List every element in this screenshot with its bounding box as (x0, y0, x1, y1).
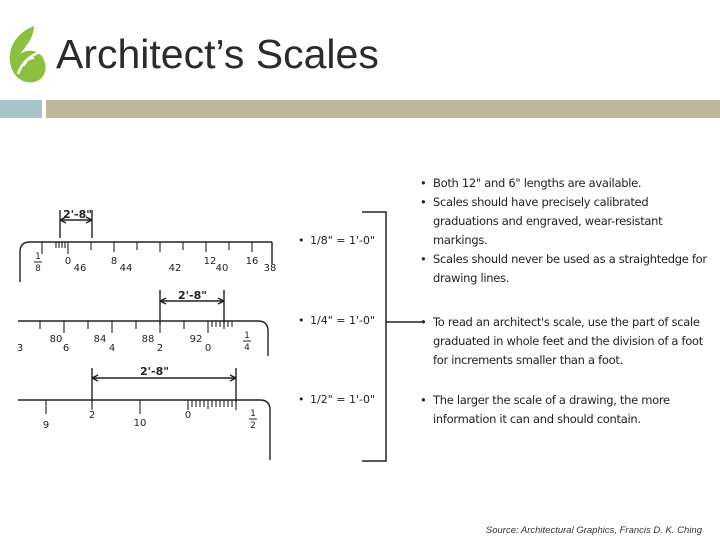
scale-half-number: 9 (42, 420, 50, 431)
scale-half-edge-fraction: 1 (250, 409, 256, 419)
scale-eighth-number: 0 (64, 256, 72, 267)
accent-bar-left (0, 100, 42, 118)
scale-quarter-number: 6 (62, 343, 70, 354)
scale-eighth-number: 42 (168, 263, 182, 274)
leaf-logo-icon (4, 22, 48, 88)
note-item: • Both 12" and 6" lengths are available. (420, 174, 710, 193)
notes-group-reading (420, 313, 710, 370)
scale-eighth-number: 44 (119, 263, 133, 274)
scale-eighth-number: 38 (263, 263, 277, 274)
scale-half (18, 368, 270, 460)
scale-half-ratio: 1/2" = 1'-0" (310, 393, 376, 406)
note-item: • To read an architect's scale, use the part of scale graduated in whole feet and the division of a foot for increments smaller than a foot. (420, 313, 710, 370)
svg-text:2: 2 (250, 421, 256, 431)
svg-text:•: • (298, 234, 305, 247)
scale-quarter-ratio: 1/4" = 1'-0" (310, 314, 376, 327)
scale-eighth-number: 12 (203, 256, 217, 267)
scale-half-dimension: 2'-8" (140, 365, 169, 378)
source-citation: Source: Architectural Graphics, Francis D. K. Ching (485, 525, 702, 536)
bracket (362, 212, 424, 461)
scale-eighth-number: 8 (110, 256, 118, 267)
note-item: • Scales should never be used as a straightedge for drawing lines. (420, 250, 710, 288)
note-item: • Scales should have precisely calibrated graduations and engraved, wear-resistant markings. (420, 193, 710, 250)
scale-quarter-number: 0 (204, 343, 212, 354)
scale-eighth-ratio: 1/8" = 1'-0" (310, 234, 376, 247)
scale-eighth-number: 46 (73, 263, 87, 274)
scale-quarter-number: 3 (16, 343, 24, 354)
scale-eighth (20, 210, 272, 282)
scale-quarter-number: 80 (49, 334, 63, 345)
svg-text:4: 4 (244, 343, 250, 353)
scale-quarter-number: 88 (141, 334, 155, 345)
scale-eighth-number: 16 (245, 256, 259, 267)
scale-quarter-number: 2 (156, 343, 164, 354)
svg-text:8: 8 (35, 264, 41, 274)
scale-half-number: 2 (88, 410, 96, 421)
scale-eighth-number: 40 (215, 263, 229, 274)
scale-quarter-edge-fraction: 1 (244, 331, 250, 341)
svg-text:•: • (298, 393, 305, 406)
svg-text:•: • (298, 314, 305, 327)
scale-half-number: 10 (133, 418, 147, 429)
scale-eighth-dimension: 2'-8" (63, 208, 92, 221)
scale-quarter-number: 4 (108, 343, 116, 354)
scale-quarter-number: 84 (93, 334, 107, 345)
notes-group-detail (420, 391, 710, 429)
accent-bar-right (46, 100, 720, 118)
note-item: • The larger the scale of a drawing, the more information it can and should contain. (420, 391, 710, 429)
page-title: Architect’s Scales (56, 31, 379, 77)
scale-quarter-dimension: 2'-8" (178, 289, 207, 302)
scale-eighth-edge-fraction: 1 (35, 252, 41, 262)
scale-half-number: 0 (184, 410, 192, 421)
scale-quarter-number: 92 (189, 334, 203, 345)
scale-quarter (18, 290, 268, 356)
notes-group-general (420, 174, 710, 288)
